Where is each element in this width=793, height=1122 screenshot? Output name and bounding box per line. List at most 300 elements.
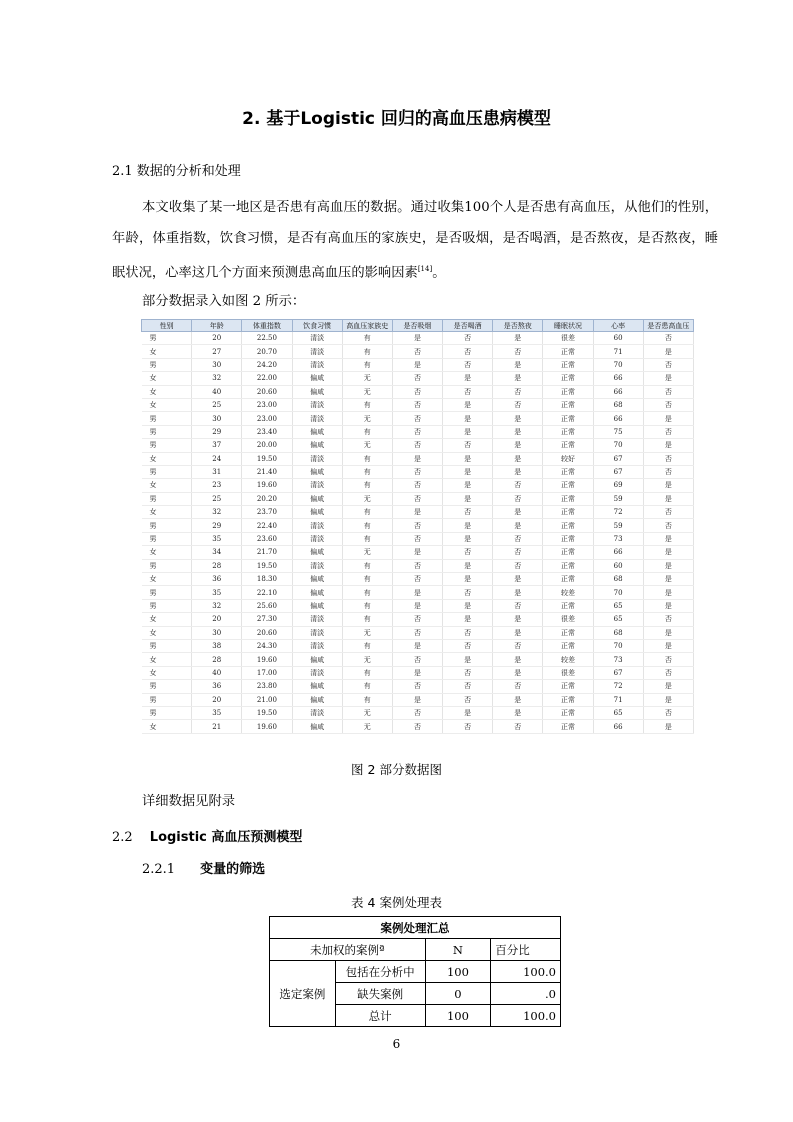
data-table-cell: 男 bbox=[142, 532, 192, 545]
data-table-cell: 65 bbox=[593, 599, 643, 612]
data-table-cell: 很差 bbox=[543, 332, 593, 345]
data-table-cell: 否 bbox=[643, 465, 693, 478]
group-label-cell: 选定案例 bbox=[270, 961, 336, 1027]
subsubsection-heading-2-2-1 bbox=[142, 858, 265, 877]
data-table-cell: 正常 bbox=[543, 706, 593, 719]
data-table-cell: 否 bbox=[443, 358, 493, 371]
data-table-cell: 清淡 bbox=[292, 345, 342, 358]
data-table-row bbox=[142, 613, 694, 626]
data-table-row bbox=[142, 479, 694, 492]
data-table-row bbox=[142, 412, 694, 425]
data-table-cell: 是 bbox=[643, 479, 693, 492]
data-table-cell: 是 bbox=[443, 519, 493, 532]
data-table-cell: 有 bbox=[342, 680, 392, 693]
data-table-cell: 是 bbox=[392, 639, 442, 652]
data-table-cell: 是 bbox=[493, 506, 543, 519]
data-table-cell: 60 bbox=[593, 332, 643, 345]
data-table-cell: 正常 bbox=[543, 479, 593, 492]
data-table-cell: 正常 bbox=[543, 532, 593, 545]
data-table-cell: 清淡 bbox=[292, 398, 342, 411]
data-table-cell: 是 bbox=[443, 412, 493, 425]
data-table-cell: 是 bbox=[493, 666, 543, 679]
data-table-cell: 男 bbox=[142, 492, 192, 505]
data-table-cell: 否 bbox=[392, 412, 442, 425]
data-table-cell: 否 bbox=[392, 398, 442, 411]
data-table-cell: 否 bbox=[643, 666, 693, 679]
data-table-cell: 否 bbox=[443, 332, 493, 345]
data-table-cell: 无 bbox=[342, 372, 392, 385]
data-table-cell: 否 bbox=[643, 452, 693, 465]
data-table-cell: 73 bbox=[593, 532, 643, 545]
data-table-cell: 男 bbox=[142, 706, 192, 719]
data-table-cell: 有 bbox=[342, 398, 392, 411]
data-table-cell: 是 bbox=[493, 452, 543, 465]
data-table-cell: 女 bbox=[142, 398, 192, 411]
data-table-cell: 清淡 bbox=[292, 358, 342, 371]
data-table-cell: 清淡 bbox=[292, 613, 342, 626]
data-table-cell: 20.70 bbox=[242, 345, 292, 358]
data-table-cell: 很差 bbox=[543, 666, 593, 679]
data-table-row bbox=[142, 666, 694, 679]
data-table-cell: 男 bbox=[142, 639, 192, 652]
data-table-row bbox=[142, 599, 694, 612]
data-table-cell: 是 bbox=[493, 613, 543, 626]
data-table-cell: 否 bbox=[443, 680, 493, 693]
data-table-cell: 23.70 bbox=[242, 506, 292, 519]
data-table-cell: 否 bbox=[493, 385, 543, 398]
data-table-cell: 23.00 bbox=[242, 412, 292, 425]
data-table-cell: 否 bbox=[493, 398, 543, 411]
data-table-cell: 否 bbox=[643, 613, 693, 626]
data-table-header-row bbox=[142, 320, 694, 332]
subsection-heading-2-2 bbox=[112, 826, 302, 845]
data-table-cell: 有 bbox=[342, 559, 392, 572]
heading-number: 2.2 bbox=[112, 830, 133, 845]
data-table-cell: 是 bbox=[392, 693, 442, 706]
data-table-cell: 男 bbox=[142, 586, 192, 599]
data-table-cell: 是 bbox=[392, 506, 442, 519]
data-table-cell: 男 bbox=[142, 519, 192, 532]
data-table-cell: 偏咸 bbox=[292, 372, 342, 385]
data-table-cell: 正常 bbox=[543, 693, 593, 706]
data-table-cell: 偏咸 bbox=[292, 546, 342, 559]
data-table-cell: 否 bbox=[643, 706, 693, 719]
data-table-cell: 是 bbox=[493, 706, 543, 719]
data-table-cell: 20.60 bbox=[242, 626, 292, 639]
data-table-row bbox=[142, 532, 694, 545]
data-table-cell: 是 bbox=[443, 613, 493, 626]
data-table-cell: 女 bbox=[142, 666, 192, 679]
data-table-cell: 正常 bbox=[543, 412, 593, 425]
data-table-cell: 是 bbox=[493, 693, 543, 706]
data-table-cell: 正常 bbox=[543, 639, 593, 652]
data-table-cell: 男 bbox=[142, 425, 192, 438]
data-table-cell: 34 bbox=[192, 546, 242, 559]
data-table-cell: 偏咸 bbox=[292, 720, 342, 733]
col-n-header: N bbox=[425, 939, 491, 961]
data-table-cell: 是 bbox=[643, 345, 693, 358]
data-table-cell: 是 bbox=[443, 465, 493, 478]
data-table-cell: 是 bbox=[643, 439, 693, 452]
row-label: 总计 bbox=[335, 1005, 425, 1027]
data-table-cell: 是 bbox=[392, 358, 442, 371]
data-table-cell: 是 bbox=[443, 532, 493, 545]
data-table-cell: 是 bbox=[643, 532, 693, 545]
data-table-figure bbox=[141, 319, 694, 739]
data-table-cell: 否 bbox=[443, 506, 493, 519]
data-table-cell: 是 bbox=[493, 626, 543, 639]
data-table-cell: 60 bbox=[593, 559, 643, 572]
col-label-cell: 未加权的案例ª bbox=[270, 939, 426, 961]
data-table-cell: 偏咸 bbox=[292, 599, 342, 612]
data-table-row bbox=[142, 345, 694, 358]
data-table-cell: 无 bbox=[342, 439, 392, 452]
data-table-cell: 清淡 bbox=[292, 332, 342, 345]
data-table-cell: 偏咸 bbox=[292, 573, 342, 586]
data-table-cell: 24 bbox=[192, 452, 242, 465]
data-table-cell: 17.00 bbox=[242, 666, 292, 679]
data-table-cell: 是 bbox=[493, 519, 543, 532]
data-table-cell: 68 bbox=[593, 398, 643, 411]
data-table-cell: 否 bbox=[443, 639, 493, 652]
data-table-cell: 40 bbox=[192, 666, 242, 679]
data-table-row bbox=[142, 385, 694, 398]
data-table-row bbox=[142, 372, 694, 385]
data-table-row bbox=[142, 519, 694, 532]
data-table-cell: 是 bbox=[643, 372, 693, 385]
data-table-cell: 否 bbox=[643, 332, 693, 345]
heading-text: 变量的筛选 bbox=[200, 862, 266, 877]
data-table-row bbox=[142, 358, 694, 371]
data-table-cell: 是 bbox=[392, 666, 442, 679]
data-table-row bbox=[142, 465, 694, 478]
data-table-cell: 35 bbox=[192, 532, 242, 545]
data-table-cell: 70 bbox=[593, 358, 643, 371]
data-table-cell: 25.60 bbox=[242, 599, 292, 612]
data-table-cell: 是 bbox=[493, 573, 543, 586]
data-table-cell: 偏咸 bbox=[292, 693, 342, 706]
data-table-cell: 是 bbox=[392, 586, 442, 599]
data-table-cell: 女 bbox=[142, 345, 192, 358]
data-table-cell: 有 bbox=[342, 532, 392, 545]
data-table-cell: 是 bbox=[643, 680, 693, 693]
data-table-cell: 19.50 bbox=[242, 452, 292, 465]
data-table-cell: 32 bbox=[192, 372, 242, 385]
data-table-row bbox=[142, 332, 694, 345]
data-table-cell: 65 bbox=[593, 613, 643, 626]
data-table-cell: 23.40 bbox=[242, 425, 292, 438]
data-table-cell: 38 bbox=[192, 639, 242, 652]
data-table-cell: 37 bbox=[192, 439, 242, 452]
data-table-cell: 偏咸 bbox=[292, 439, 342, 452]
data-table-cell: 是 bbox=[443, 653, 493, 666]
data-table-cell: 否 bbox=[443, 720, 493, 733]
data-table-cell: 68 bbox=[593, 573, 643, 586]
data-table-cell: 否 bbox=[392, 626, 442, 639]
data-table-cell: 否 bbox=[392, 372, 442, 385]
data-table-cell: 是 bbox=[493, 372, 543, 385]
data-table-cell: 否 bbox=[493, 345, 543, 358]
data-table-cell: 否 bbox=[443, 626, 493, 639]
data-table-cell: 女 bbox=[142, 613, 192, 626]
data-table-cell: 70 bbox=[593, 639, 643, 652]
data-table-cell: 否 bbox=[443, 586, 493, 599]
data-table-cell: 无 bbox=[342, 385, 392, 398]
data-table-cell: 否 bbox=[392, 465, 442, 478]
data-table-cell: 29 bbox=[192, 425, 242, 438]
data-table-cell: 清淡 bbox=[292, 666, 342, 679]
data-table-cell: 66 bbox=[593, 372, 643, 385]
data-table-cell: 否 bbox=[643, 398, 693, 411]
data-table-cell: 72 bbox=[593, 680, 643, 693]
data-table-cell: 21 bbox=[192, 720, 242, 733]
data-table-row bbox=[142, 626, 694, 639]
data-table-cell: 69 bbox=[593, 479, 643, 492]
data-table-cell: 22.00 bbox=[242, 372, 292, 385]
data-table-body bbox=[142, 332, 694, 734]
row-pct: 100.0 bbox=[491, 961, 561, 983]
data-table-column-header: 年龄 bbox=[192, 320, 242, 332]
data-table-cell: 正常 bbox=[543, 465, 593, 478]
data-table-column-header: 是否患高血压 bbox=[643, 320, 693, 332]
data-table-column-header: 饮食习惯 bbox=[292, 320, 342, 332]
data-table-cell: 66 bbox=[593, 546, 643, 559]
data-table-cell: 否 bbox=[443, 439, 493, 452]
case-processing-table bbox=[269, 916, 561, 1027]
data-table-cell: 清淡 bbox=[292, 412, 342, 425]
data-table-cell: 是 bbox=[493, 358, 543, 371]
data-table-cell: 40 bbox=[192, 385, 242, 398]
data-table-cell: 偏咸 bbox=[292, 680, 342, 693]
data-table-cell: 偏咸 bbox=[292, 653, 342, 666]
data-table-cell: 有 bbox=[342, 519, 392, 532]
data-table-cell: 是 bbox=[493, 412, 543, 425]
data-table-cell: 是 bbox=[643, 412, 693, 425]
data-table-cell: 24.20 bbox=[242, 358, 292, 371]
data-table-row bbox=[142, 506, 694, 519]
data-table-cell: 男 bbox=[142, 332, 192, 345]
data-table-cell: 59 bbox=[593, 492, 643, 505]
row-n: 100 bbox=[425, 961, 491, 983]
data-table-cell: 36 bbox=[192, 680, 242, 693]
data-table-cell: 否 bbox=[392, 720, 442, 733]
data-table-cell: 否 bbox=[643, 358, 693, 371]
data-table-cell: 正常 bbox=[543, 345, 593, 358]
data-table-cell: 67 bbox=[593, 465, 643, 478]
data-table-cell: 28 bbox=[192, 653, 242, 666]
table-header: 案例处理汇总 bbox=[270, 917, 561, 939]
data-table-cell: 是 bbox=[643, 693, 693, 706]
data-table-cell: 70 bbox=[593, 586, 643, 599]
data-table-cell: 31 bbox=[192, 465, 242, 478]
data-table-cell: 偏咸 bbox=[292, 586, 342, 599]
data-table-cell: 是 bbox=[443, 559, 493, 572]
heading-number: 2.2.1 bbox=[142, 862, 176, 877]
data-table-cell: 19.60 bbox=[242, 720, 292, 733]
data-table-cell: 66 bbox=[593, 385, 643, 398]
data-table-cell: 68 bbox=[593, 626, 643, 639]
row-n: 0 bbox=[425, 983, 491, 1005]
data-table-cell: 否 bbox=[443, 345, 493, 358]
data-table-cell: 23.60 bbox=[242, 532, 292, 545]
data-table-cell: 正常 bbox=[543, 372, 593, 385]
data-table-column-header: 高血压家族史 bbox=[342, 320, 392, 332]
data-table-cell: 否 bbox=[392, 345, 442, 358]
data-table-cell: 28 bbox=[192, 559, 242, 572]
data-table-cell: 清淡 bbox=[292, 519, 342, 532]
data-table-cell: 有 bbox=[342, 693, 392, 706]
data-table-cell: 女 bbox=[142, 653, 192, 666]
data-table-cell: 正常 bbox=[543, 358, 593, 371]
data-table-cell: 有 bbox=[342, 425, 392, 438]
data-table-cell: 是 bbox=[643, 720, 693, 733]
data-table-cell: 是 bbox=[392, 452, 442, 465]
data-table-column-header: 是否熬夜 bbox=[493, 320, 543, 332]
data-table-cell: 30 bbox=[192, 358, 242, 371]
data-table-cell: 是 bbox=[443, 398, 493, 411]
data-table-cell: 是 bbox=[443, 452, 493, 465]
data-table-cell: 有 bbox=[342, 345, 392, 358]
data-table-cell: 正常 bbox=[543, 425, 593, 438]
data-table-cell: 否 bbox=[392, 492, 442, 505]
data-table-cell: 是 bbox=[443, 706, 493, 719]
data-table-cell: 是 bbox=[443, 492, 493, 505]
data-table-cell: 正常 bbox=[543, 398, 593, 411]
data-table-cell: 35 bbox=[192, 586, 242, 599]
heading-text: Logistic 高血压预测模型 bbox=[149, 830, 303, 845]
data-table-cell: 否 bbox=[493, 532, 543, 545]
data-table-cell: 72 bbox=[593, 506, 643, 519]
data-table-cell: 是 bbox=[443, 479, 493, 492]
data-table-row bbox=[142, 492, 694, 505]
data-table-cell: 无 bbox=[342, 706, 392, 719]
data-table-cell: 否 bbox=[443, 693, 493, 706]
data-table-cell: 否 bbox=[392, 680, 442, 693]
data-table-cell: 19.60 bbox=[242, 653, 292, 666]
data-table-cell: 18.30 bbox=[242, 573, 292, 586]
data-table-cell: 清淡 bbox=[292, 452, 342, 465]
data-table-cell: 59 bbox=[593, 519, 643, 532]
data-table-cell: 30 bbox=[192, 626, 242, 639]
data-table-cell: 否 bbox=[392, 613, 442, 626]
data-table-cell: 35 bbox=[192, 706, 242, 719]
data-table-cell: 否 bbox=[392, 706, 442, 719]
data-table-row bbox=[142, 586, 694, 599]
appendix-note: 详细数据见附录 bbox=[142, 794, 236, 809]
data-table-cell: 有 bbox=[342, 586, 392, 599]
data-table-cell: 无 bbox=[342, 626, 392, 639]
data-table-cell: 较好 bbox=[543, 452, 593, 465]
row-label: 缺失案例 bbox=[335, 983, 425, 1005]
data-table-cell: 女 bbox=[142, 452, 192, 465]
data-table-cell: 男 bbox=[142, 439, 192, 452]
data-table-cell: 是 bbox=[392, 546, 442, 559]
data-table-cell: 正常 bbox=[543, 385, 593, 398]
data-table-cell: 是 bbox=[493, 465, 543, 478]
data-table-cell: 女 bbox=[142, 546, 192, 559]
data-table-cell: 25 bbox=[192, 398, 242, 411]
data-table-cell: 71 bbox=[593, 693, 643, 706]
data-table-cell: 21.70 bbox=[242, 546, 292, 559]
data-table-cell: 是 bbox=[643, 599, 693, 612]
data-table-cell: 有 bbox=[342, 613, 392, 626]
data-table-cell: 有 bbox=[342, 573, 392, 586]
data-table-row bbox=[142, 720, 694, 733]
data-table-cell: 偏咸 bbox=[292, 425, 342, 438]
data-table-cell: 否 bbox=[392, 532, 442, 545]
data-table-cell: 22.10 bbox=[242, 586, 292, 599]
data-table-cell: 女 bbox=[142, 372, 192, 385]
data-table-cell: 无 bbox=[342, 720, 392, 733]
figure-caption: 图 2 部分数据图 bbox=[351, 762, 442, 777]
data-table-cell: 27 bbox=[192, 345, 242, 358]
data-table-cell: 是 bbox=[392, 599, 442, 612]
data-table-cell: 否 bbox=[643, 506, 693, 519]
data-table-column-header: 性别 bbox=[142, 320, 192, 332]
row-pct: 100.0 bbox=[491, 1005, 561, 1027]
data-table-cell: 是 bbox=[493, 332, 543, 345]
data-table-cell: 是 bbox=[643, 586, 693, 599]
data-table-cell: 25 bbox=[192, 492, 242, 505]
data-table-cell: 女 bbox=[142, 385, 192, 398]
data-table-cell: 是 bbox=[643, 492, 693, 505]
data-table-column-header: 体重指数 bbox=[242, 320, 292, 332]
data-table-cell: 否 bbox=[493, 546, 543, 559]
data-table-cell: 是 bbox=[392, 332, 442, 345]
data-table-cell: 男 bbox=[142, 465, 192, 478]
paragraph-text: 本文收集了某一地区是否患有高血压的数据。通过收集100个人是否患有高血压，从他们的性别，年龄，体重指数，饮食习惯，是否有高血压的家族史，是否吸烟，是否喝酒，是否熬夜，是否熬夜，睡眠状况，心率这几个方面来预测患高血压的影响因素 bbox=[112, 200, 718, 281]
data-table-cell: 27.30 bbox=[242, 613, 292, 626]
data-table-cell: 否 bbox=[493, 492, 543, 505]
data-table-row bbox=[142, 398, 694, 411]
data-table-row bbox=[142, 680, 694, 693]
data-table-cell: 女 bbox=[142, 626, 192, 639]
data-table-cell: 是 bbox=[643, 559, 693, 572]
data-table-cell: 20.20 bbox=[242, 492, 292, 505]
data-table-cell: 正常 bbox=[543, 680, 593, 693]
data-table-cell: 20.00 bbox=[242, 439, 292, 452]
data-table-cell: 是 bbox=[443, 573, 493, 586]
data-table-cell: 67 bbox=[593, 666, 643, 679]
data-table-cell: 清淡 bbox=[292, 532, 342, 545]
data-table-cell: 清淡 bbox=[292, 479, 342, 492]
data-table-cell: 是 bbox=[443, 372, 493, 385]
data-table-cell: 73 bbox=[593, 653, 643, 666]
section-title: 2. 基于Logistic 回归的高血压患病模型 bbox=[242, 109, 551, 129]
data-table-cell: 正常 bbox=[543, 559, 593, 572]
data-table-cell: 67 bbox=[593, 452, 643, 465]
table-caption: 表 4 案例处理表 bbox=[351, 895, 442, 910]
data-table-cell: 很差 bbox=[543, 613, 593, 626]
data-table-cell: 20 bbox=[192, 332, 242, 345]
data-table-cell: 偏咸 bbox=[292, 385, 342, 398]
data-table-cell: 有 bbox=[342, 639, 392, 652]
data-table-cell: 19.50 bbox=[242, 706, 292, 719]
data-table-cell: 否 bbox=[643, 385, 693, 398]
data-table-column-header: 是否吸烟 bbox=[392, 320, 442, 332]
data-table-cell: 71 bbox=[593, 345, 643, 358]
data-table-cell: 29 bbox=[192, 519, 242, 532]
data-table-cell: 有 bbox=[342, 666, 392, 679]
data-table-row bbox=[142, 706, 694, 719]
figure-intro-text: 部分数据录入如图 2 所示： bbox=[142, 294, 306, 309]
paragraph-end: 。 bbox=[432, 265, 446, 281]
data-table bbox=[141, 319, 694, 734]
data-table-cell: 较差 bbox=[543, 653, 593, 666]
data-table-cell: 是 bbox=[493, 439, 543, 452]
data-table-column-header: 心率 bbox=[593, 320, 643, 332]
data-table-cell: 清淡 bbox=[292, 559, 342, 572]
